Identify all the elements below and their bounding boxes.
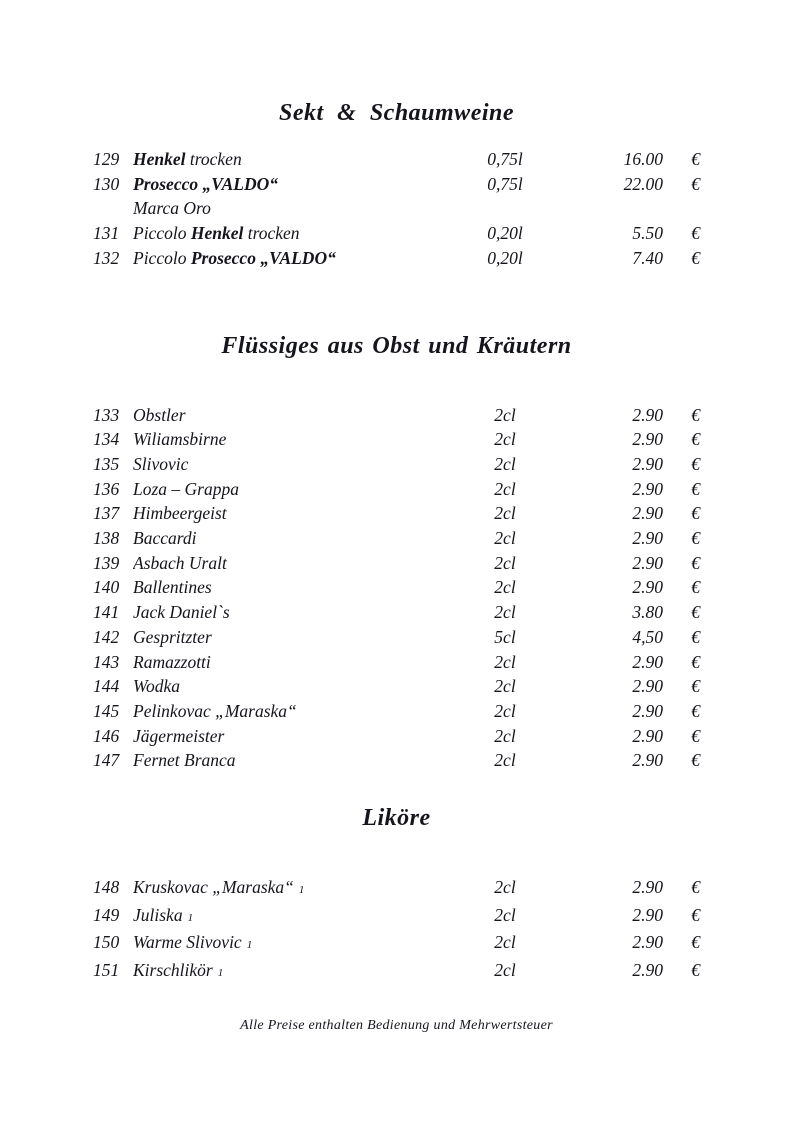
menu-row [93, 625, 700, 650]
currency-symbol: € [691, 700, 700, 721]
currency-symbol: € [691, 651, 700, 672]
menu-row [93, 674, 700, 699]
menu-section [93, 331, 700, 774]
item-number: 133 [93, 404, 120, 425]
item-name [133, 501, 445, 526]
item-note: 1 [187, 911, 194, 924]
item-name-suffix: trocken [185, 149, 242, 169]
item-price: 16.00 [623, 149, 663, 169]
currency-symbol: € [691, 602, 700, 623]
item-name-regular: Wiliamsbirne [133, 429, 227, 450]
menu-row [93, 650, 700, 675]
item-volume: 0,75l [487, 149, 523, 169]
item-name-regular: Wodka [133, 676, 180, 697]
item-name-suffix: trocken [243, 223, 300, 244]
item-price: 2.90 [632, 651, 663, 672]
item-name-regular: Juliska [133, 904, 183, 925]
menu-row [93, 958, 700, 986]
menu-row [93, 551, 700, 576]
currency-symbol: € [691, 577, 700, 598]
item-volume: 2cl [494, 503, 516, 524]
currency-symbol: € [691, 223, 700, 244]
item-name-regular: Asbach Uralt [133, 552, 227, 573]
item-price: 2.90 [632, 528, 663, 549]
section-rows [93, 403, 700, 774]
currency-symbol: € [691, 626, 700, 647]
section-rows [93, 875, 700, 986]
section-title: Sekt & Schaumweine [278, 100, 515, 126]
item-name [133, 427, 445, 452]
item-volume: 2cl [494, 932, 516, 953]
currency-symbol: € [691, 960, 700, 981]
item-number: 143 [93, 651, 120, 672]
item-volume: 2cl [494, 750, 516, 771]
item-volume: 2cl [494, 577, 516, 598]
currency-symbol: € [691, 932, 700, 953]
item-name-regular: Pelinkovac „Maraska“ [133, 700, 297, 721]
item-name-regular: Piccolo [133, 223, 191, 244]
item-volume: 2cl [494, 528, 516, 549]
item-name [133, 650, 445, 675]
item-name-bold: Henkel [133, 149, 186, 169]
item-number: 137 [93, 503, 120, 524]
item-name [133, 172, 445, 197]
item-name [133, 674, 445, 699]
menu-row [93, 526, 700, 551]
item-number: 150 [93, 932, 120, 953]
item-price: 2.90 [632, 877, 663, 898]
currency-symbol: € [691, 149, 700, 169]
item-name-bold: Prosecco „VALDO“ [133, 173, 278, 194]
item-number: 138 [93, 528, 120, 549]
menu-subrow [93, 196, 700, 221]
currency-symbol: € [691, 429, 700, 450]
item-name-regular: Ramazzotti [133, 651, 211, 672]
item-name-regular: Loza – Grappa [133, 478, 239, 499]
item-name-regular: Kirschlikör [133, 960, 213, 981]
item-name [133, 575, 445, 600]
item-volume: 2cl [494, 429, 516, 450]
currency-symbol: € [691, 528, 700, 549]
item-volume: 2cl [494, 700, 516, 721]
item-price: 2.90 [632, 725, 663, 746]
item-price: 2.90 [632, 404, 663, 425]
item-price: 3.80 [632, 602, 663, 623]
item-name-bold: Prosecco „VALDO“ [190, 247, 336, 268]
item-name [133, 903, 445, 931]
item-volume: 0,75l [487, 173, 523, 194]
item-price: 2.90 [632, 453, 663, 474]
item-name [133, 551, 445, 576]
currency-symbol: € [691, 552, 700, 573]
item-name [133, 147, 445, 172]
footer-note: Alle Preise enthalten Bedienung und Mehrwertsteuer [240, 1017, 553, 1033]
item-name [133, 452, 445, 477]
currency-symbol: € [691, 725, 700, 746]
item-price: 2.90 [632, 904, 663, 925]
item-name [133, 246, 445, 271]
item-price: 2.90 [632, 676, 663, 697]
item-volume: 2cl [494, 453, 516, 474]
item-number: 134 [93, 429, 120, 450]
item-name [133, 600, 445, 625]
item-name-bold: Henkel [190, 223, 244, 244]
menu-row [93, 724, 700, 749]
menu-row [93, 221, 700, 246]
item-volume: 2cl [494, 602, 516, 623]
item-price: 5.50 [632, 223, 663, 244]
item-number: 144 [93, 676, 120, 697]
menu-row [93, 403, 700, 428]
section-title: Liköre [362, 805, 431, 832]
item-name-regular: Slivovic [133, 453, 189, 474]
item-number: 139 [93, 552, 120, 573]
item-name-regular: Ballentines [133, 577, 212, 598]
menu-section [93, 803, 700, 986]
currency-symbol: € [691, 247, 700, 268]
item-volume: 0,20l [487, 247, 523, 268]
item-price: 2.90 [632, 932, 663, 953]
item-price: 2.90 [632, 429, 663, 450]
menu-row [93, 600, 700, 625]
item-name [133, 724, 445, 749]
item-note: 1 [298, 884, 305, 897]
item-volume: 2cl [494, 676, 516, 697]
menu-row [93, 427, 700, 452]
item-name-regular: Fernet Branca [133, 750, 236, 771]
currency-symbol: € [691, 453, 700, 474]
item-price: 2.90 [632, 960, 663, 981]
menu-row [93, 172, 700, 197]
menu-row [93, 903, 700, 931]
item-volume: 2cl [494, 651, 516, 672]
item-number: 130 [93, 173, 120, 194]
item-name [133, 875, 445, 903]
item-name [133, 403, 445, 428]
section-title: Flüssiges aus Obst und Kräutern [221, 332, 572, 359]
item-name-regular: Jägermeister [133, 725, 225, 746]
item-volume: 2cl [494, 877, 516, 898]
currency-symbol: € [691, 750, 700, 771]
item-number: 147 [93, 750, 120, 771]
item-name-regular: Piccolo [133, 247, 191, 268]
currency-symbol: € [691, 676, 700, 697]
item-name [133, 477, 445, 502]
item-price: 2.90 [632, 700, 663, 721]
menu-section [93, 98, 700, 271]
item-price: 2.90 [632, 552, 663, 573]
menu-sections [93, 98, 700, 986]
menu-row [93, 575, 700, 600]
item-number: 132 [93, 247, 120, 268]
item-price: 22.00 [623, 173, 663, 194]
menu-row [93, 875, 700, 903]
item-note: 1 [217, 967, 224, 980]
currency-symbol: € [691, 503, 700, 524]
menu-row [93, 748, 700, 773]
item-name [133, 625, 445, 650]
menu-row [93, 477, 700, 502]
item-name-regular: Jack Daniel`s [133, 602, 230, 623]
item-number: 135 [93, 453, 120, 474]
section-rows [93, 147, 700, 271]
item-volume: 5cl [494, 626, 516, 647]
item-name-regular: Warme Slivovic [133, 932, 242, 953]
menu-row [93, 501, 700, 526]
item-name-regular: Himbeergeist [133, 503, 227, 524]
item-name [133, 930, 445, 958]
item-volume: 2cl [494, 404, 516, 425]
currency-symbol: € [691, 904, 700, 925]
item-price: 7.40 [632, 247, 663, 268]
item-name-regular: Kruskovac „Maraska“ [133, 877, 294, 898]
item-volume: 0,20l [487, 223, 523, 244]
item-number: 129 [93, 149, 120, 169]
item-price: 2.90 [632, 503, 663, 524]
item-name [133, 221, 445, 246]
item-name [133, 699, 445, 724]
menu-row [93, 930, 700, 958]
item-number: 151 [93, 960, 120, 981]
item-name [133, 958, 445, 986]
item-name-regular: Obstler [133, 404, 186, 425]
item-name [133, 748, 445, 773]
item-number: 140 [93, 577, 120, 598]
item-price: 4,50 [632, 626, 663, 647]
item-volume: 2cl [494, 725, 516, 746]
item-number: 131 [93, 223, 120, 244]
item-subline: Marca Oro [133, 198, 211, 219]
item-volume: 2cl [494, 478, 516, 499]
currency-symbol: € [691, 478, 700, 499]
item-name-regular: Baccardi [133, 528, 197, 549]
item-price: 2.90 [632, 478, 663, 499]
item-number: 142 [93, 626, 120, 647]
currency-symbol: € [691, 404, 700, 425]
item-volume: 2cl [494, 552, 516, 573]
item-note: 1 [246, 939, 253, 952]
menu-row [93, 699, 700, 724]
item-name-regular: Gespritzter [133, 626, 212, 647]
item-number: 148 [93, 877, 120, 898]
currency-symbol: € [691, 877, 700, 898]
menu-row [93, 246, 700, 271]
item-name [133, 526, 445, 551]
currency-symbol: € [691, 173, 700, 194]
item-number: 146 [93, 725, 120, 746]
item-volume: 2cl [494, 904, 516, 925]
menu-row [93, 452, 700, 477]
item-number: 149 [93, 904, 120, 925]
item-number: 145 [93, 700, 120, 721]
item-number: 136 [93, 478, 120, 499]
menu-row [93, 147, 700, 172]
item-volume: 2cl [494, 960, 516, 981]
item-price: 2.90 [632, 577, 663, 598]
item-price: 2.90 [632, 750, 663, 771]
item-number: 141 [93, 602, 120, 623]
